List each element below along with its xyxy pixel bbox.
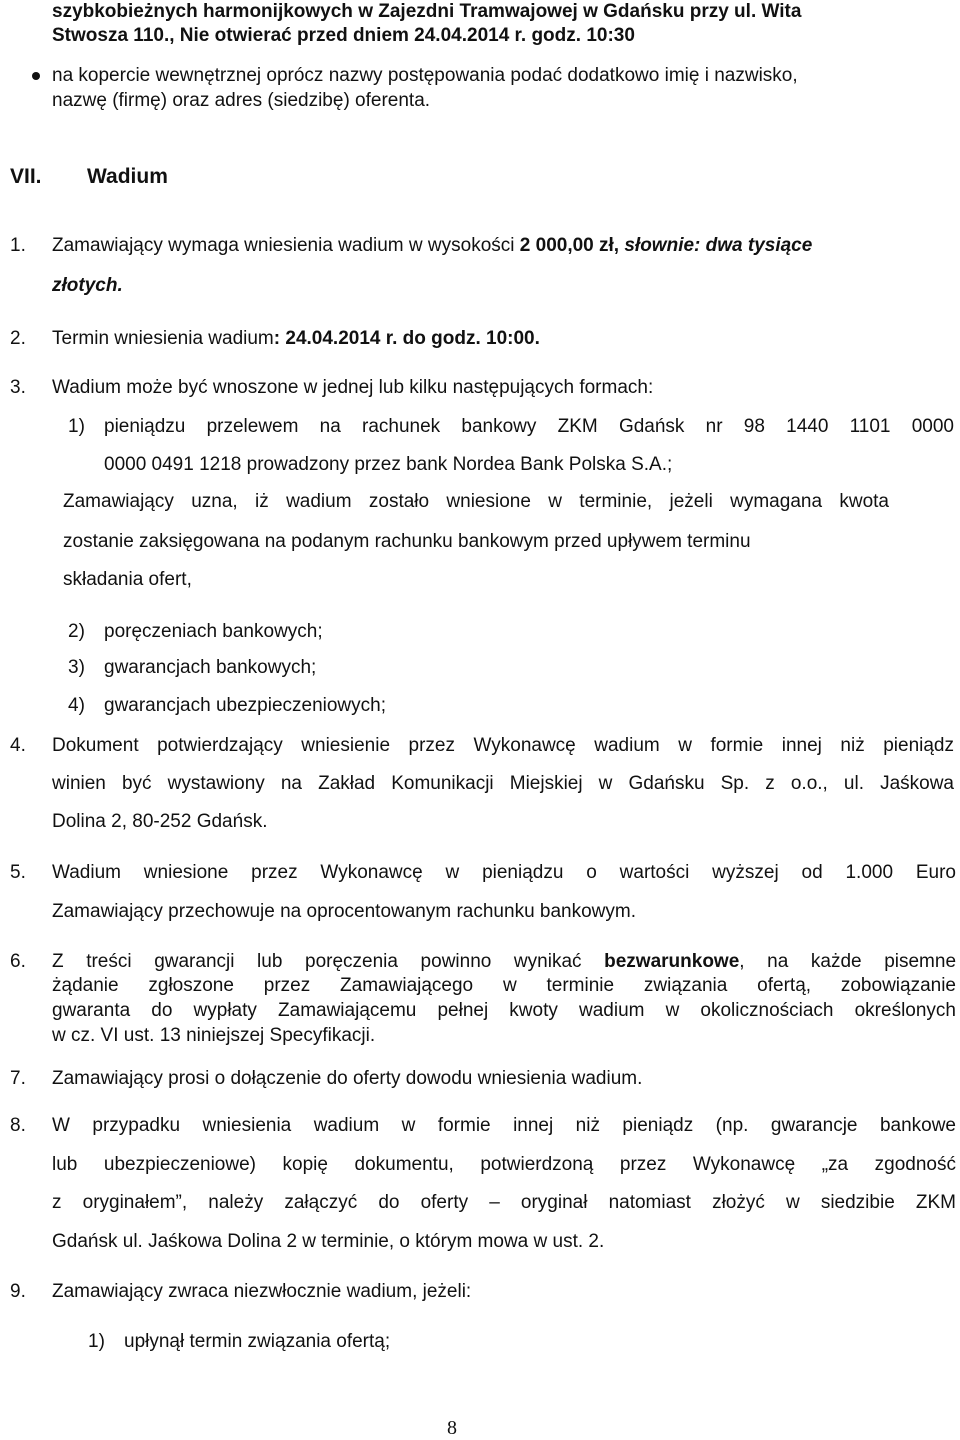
item-1-words-cont: złotych. [52,275,123,296]
item-4-number: 4. [10,735,26,756]
item-6-bold-term: bezwarunkowe [604,951,740,972]
item-6-line-4: w cz. VI ust. 13 niniejszej Specyfikacji. [52,1025,376,1046]
item-1-amount: 2 000,00 zł, [519,235,620,256]
form-1-number: 1) [68,416,85,437]
note-line-2: zostanie zaksięgowana na podanym rachunku bankowym przed upływem terminu [63,531,751,552]
section-title: Wadium [87,165,168,188]
note-line-3: składania ofert, [63,569,192,590]
bullet-text-2: nazwę (firmę) oraz adres (siedzibę) oferenta. [52,90,431,111]
intro-line-1: szybkobieżnych harmonijkowych w Zajezdni Tramwajowej w Gdańsku przy ul. Wita [52,1,802,22]
item-9-text: Zamawiający zwraca niezwłocznie wadium, jeżeli: [52,1281,472,1302]
item-2-deadline: 24.04.2014 r. do godz. 10:00. [280,328,540,349]
item-8-line-1: W przypadku wniesienia wadium w formie innej niż pieniądz (np. gwarancje bankowe [52,1115,956,1136]
form-2-text: poręczeniach bankowych; [104,621,323,642]
item-7-number: 7. [10,1068,26,1089]
item-6-line-3: gwaranta do wypłaty Zamawiającemu pełnej kwoty wadium w okolicznościach określonych [52,1000,956,1021]
item-8-number: 8. [10,1115,26,1136]
item-4-line-1: Dokument potwierdzający wniesienie przez Wykonawcę wadium w formie innej niż pieniądz [52,735,954,756]
item-9-number: 9. [10,1281,26,1302]
bullet-text-1: na kopercie wewnętrznej oprócz nazwy postępowania podać dodatkowo imię i nazwisko, [52,65,798,86]
item-1-text-main: Zamawiający wymaga wniesienia wadium w wysokości [52,235,520,256]
item-4-line-2: winien być wystawiony na Zakład Komunikacji Miejskiej w Gdańsku Sp. z o.o., ul. Jaśkowa [52,773,954,794]
item-5-line-2: Zamawiający przechowuje na oprocentowanym rachunku bankowym. [52,901,637,922]
item-6-line-1-b: , na każde pisemne [739,951,957,972]
bullet-icon [32,72,40,80]
item-9-sub-1-text: upłynął termin związania ofertą; [124,1331,391,1352]
item-8-line-3: z oryginałem”, należy załączyć do oferty – oryginał natomiast złożyć w siedzibie ZKM [52,1192,956,1213]
item-5-number: 5. [10,862,26,883]
item-6-number: 6. [10,951,26,972]
item-8-line-4: Gdańsk ul. Jaśkowa Dolina 2 w terminie, o którym mowa w ust. 2. [52,1231,605,1252]
form-1-line-1: pieniądzu przelewem na rachunek bankowy ZKM Gdańsk nr 98 1440 1101 0000 [104,416,954,437]
item-2-text [52,327,540,351]
item-3-text: Wadium może być wnoszone w jednej lub kilku następujących formach: [52,377,654,398]
item-3-number: 3. [10,377,26,398]
item-4-line-3: Dolina 2, 80-252 Gdańsk. [52,811,268,832]
item-2-label: Termin wniesienia wadium [52,328,274,349]
item-6-line-1-a: Z treści gwarancji lub poręczenia powinno wynikać [52,951,605,972]
item-6-line-1 [52,950,956,974]
form-4-number: 4) [68,695,85,716]
page-number: 8 [447,1417,457,1439]
item-2-colon: : [273,328,281,349]
item-7-text: Zamawiający prosi o dołączenie do oferty dowodu wniesienia wadium. [52,1068,643,1089]
item-1-words: słownie: dwa tysiące [619,235,813,256]
item-6-line-2: żądanie zgłoszone przez Zamawiającego w terminie związania ofertą, zobowiązanie [52,975,956,996]
note-line-1: Zamawiający uzna, iż wadium zostało wniesione w terminie, jeżeli wymagana kwota [63,491,889,512]
item-5-line-1: Wadium wniesione przez Wykonawcę w pieniądzu o wartości wyższej od 1.000 Euro [52,862,956,883]
form-3-text: gwarancjach bankowych; [104,657,317,678]
form-1-line-2: 0000 0491 1218 prowadzony przez bank Nordea Bank Polska S.A.; [104,454,673,475]
form-3-number: 3) [68,657,85,678]
item-1-number: 1. [10,235,26,256]
form-2-number: 2) [68,621,85,642]
item-8-line-2: lub ubezpieczeniowe) kopię dokumentu, potwierdzoną przez Wykonawcę „za zgodność [52,1154,956,1175]
form-4-text: gwarancjach ubezpieczeniowych; [104,695,386,716]
item-9-sub-1-number: 1) [88,1331,105,1352]
item-1-text [52,234,812,258]
section-number: VII. [10,165,42,188]
item-2-number: 2. [10,328,26,349]
intro-line-2: Stwosza 110., Nie otwierać przed dniem 24.04.2014 r. godz. 10:30 [52,25,635,46]
